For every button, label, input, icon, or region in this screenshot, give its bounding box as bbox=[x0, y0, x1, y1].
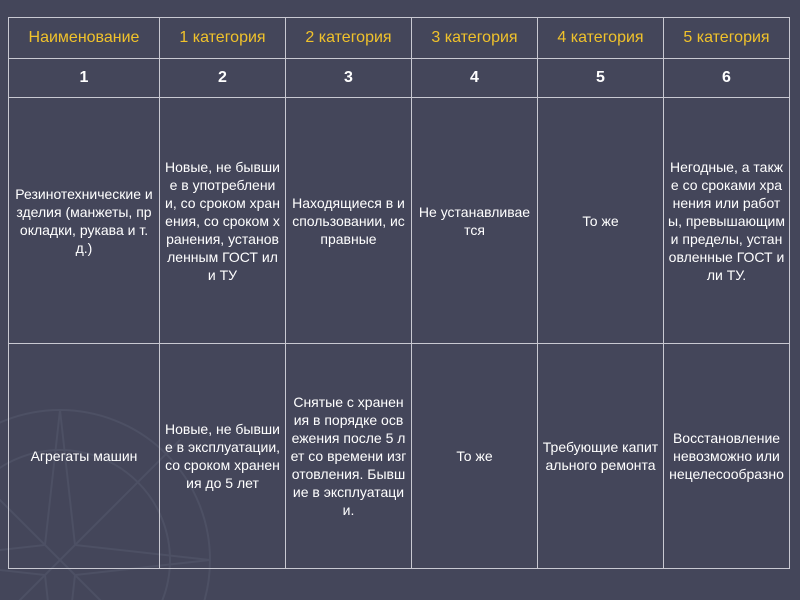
table-cell: Новые, не бывшие в эксплуатации, со сроком хранения до 5 лет bbox=[160, 344, 286, 569]
table-cell: То же bbox=[538, 98, 664, 344]
table-cell: Находящиеся в использовании, исправные bbox=[286, 98, 412, 344]
header-category-5: 5 категория bbox=[664, 18, 790, 59]
column-number: 6 bbox=[664, 59, 790, 98]
header-category-3: 3 категория bbox=[412, 18, 538, 59]
table-row bbox=[9, 98, 790, 344]
categories-table bbox=[8, 17, 790, 569]
header-category-1: 1 категория bbox=[160, 18, 286, 59]
row-name-cell: Резинотехнические изделия (манжеты, прокладки, рукава и т. д.) bbox=[9, 98, 160, 344]
column-number: 1 bbox=[9, 59, 160, 98]
table-cell: Восстановление невозможно или нецелесообразно bbox=[664, 344, 790, 569]
header-name: Наименование bbox=[9, 18, 160, 59]
table-cell: Новые, не бывшие в употреблении, со сроком хранения, со сроком хранения, установленным ГОСТ или ТУ bbox=[160, 98, 286, 344]
table-number-row bbox=[9, 59, 790, 98]
table-cell: Негодные, а также со сроками хранения или работы, превышающими пределы, установленные ГОСТ или ТУ. bbox=[664, 98, 790, 344]
header-category-4: 4 категория bbox=[538, 18, 664, 59]
column-number: 2 bbox=[160, 59, 286, 98]
column-number: 3 bbox=[286, 59, 412, 98]
header-category-2: 2 категория bbox=[286, 18, 412, 59]
column-number: 5 bbox=[538, 59, 664, 98]
table-header-row bbox=[9, 18, 790, 59]
table-cell: Не устанавливается bbox=[412, 98, 538, 344]
column-number: 4 bbox=[412, 59, 538, 98]
table-row bbox=[9, 344, 790, 569]
table-cell: То же bbox=[412, 344, 538, 569]
row-name-cell: Агрегаты машин bbox=[9, 344, 160, 569]
table-cell: Снятые с хранения в порядке освежения после 5 лет со времени изготовления. Бывшие в эксплуатации. bbox=[286, 344, 412, 569]
table-cell: Требующие капитального ремонта bbox=[538, 344, 664, 569]
